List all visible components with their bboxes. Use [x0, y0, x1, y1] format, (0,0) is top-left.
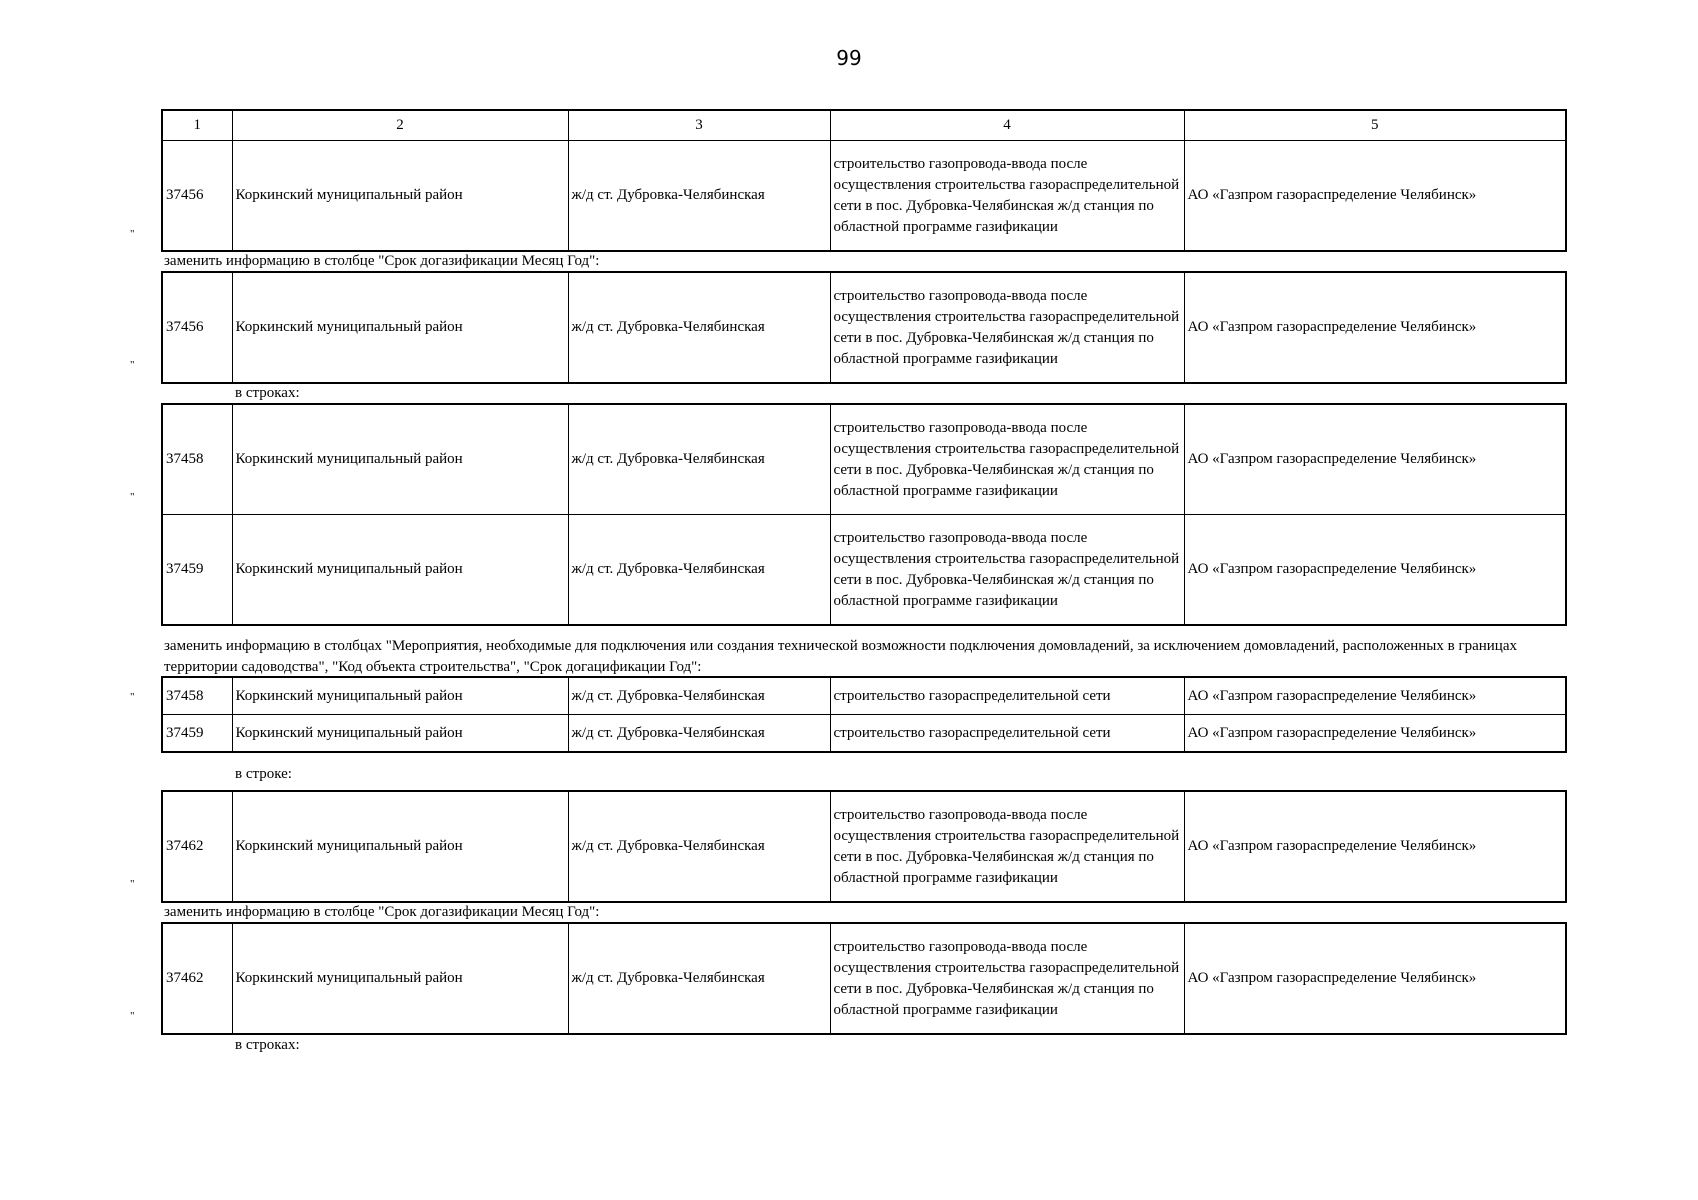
- row-district: Коркинский муниципальный район: [232, 515, 568, 626]
- row-id: 37458: [162, 677, 232, 715]
- row-id: 37458: [162, 404, 232, 515]
- column-header: 3: [568, 110, 830, 141]
- page-number: 99: [836, 46, 862, 70]
- row-locality: ж/д ст. Дубровка-Челябинская: [568, 141, 830, 252]
- quote-mark: ": [130, 491, 135, 503]
- table-3: [161, 403, 1567, 626]
- table-row: [162, 791, 1566, 902]
- column-header-row: [162, 110, 1566, 141]
- row-measure: строительство газопровода-ввода после осуществления строительства газораспределительной сети в пос. Дубровка-Челябинская ж/д станция по областной программе газификации: [830, 141, 1184, 252]
- table-row: [162, 677, 1566, 715]
- row-organization: АО «Газпром газораспределение Челябинск»: [1184, 923, 1566, 1034]
- table-6: [161, 922, 1567, 1035]
- row-district: Коркинский муниципальный район: [232, 141, 568, 252]
- row-measure: строительство газопровода-ввода после осуществления строительства газораспределительной сети в пос. Дубровка-Челябинская ж/д станция по областной программе газификации: [830, 791, 1184, 902]
- quote-mark: ": [130, 359, 135, 371]
- row-id: 37462: [162, 791, 232, 902]
- row-district: Коркинский муниципальный район: [232, 791, 568, 902]
- row-id: 37456: [162, 141, 232, 252]
- row-id: 37459: [162, 515, 232, 626]
- quote-mark: ": [130, 691, 135, 703]
- row-district: Коркинский муниципальный район: [232, 272, 568, 383]
- table-row: [162, 272, 1566, 383]
- instruction-note: в строках:: [235, 385, 300, 401]
- table-row: [162, 404, 1566, 515]
- table-1: [161, 109, 1567, 252]
- row-id: 37456: [162, 272, 232, 383]
- table-2: [161, 271, 1567, 384]
- row-organization: АО «Газпром газораспределение Челябинск»: [1184, 272, 1566, 383]
- table-row: [162, 515, 1566, 626]
- row-organization: АО «Газпром газораспределение Челябинск»: [1184, 715, 1566, 753]
- instruction-note: заменить информацию в столбцах "Мероприятия, необходимые для подключения или создания технической возможности подключения домовладений, за исключением домовладений, расположенных в границах территории садоводства", "Код объекта строительства", "Срок догацификации Год":: [164, 638, 1517, 675]
- row-locality: ж/д ст. Дубровка-Челябинская: [568, 515, 830, 626]
- row-organization: АО «Газпром газораспределение Челябинск»: [1184, 141, 1566, 252]
- row-measure: строительство газораспределительной сети: [830, 677, 1184, 715]
- row-organization: АО «Газпром газораспределение Челябинск»: [1184, 677, 1566, 715]
- instruction-note: в строках:: [235, 1037, 300, 1053]
- row-district: Коркинский муниципальный район: [232, 404, 568, 515]
- row-district: Коркинский муниципальный район: [232, 715, 568, 753]
- row-district: Коркинский муниципальный район: [232, 923, 568, 1034]
- row-district: Коркинский муниципальный район: [232, 677, 568, 715]
- row-measure: строительство газопровода-ввода после осуществления строительства газораспределительной сети в пос. Дубровка-Челябинская ж/д станция по областной программе газификации: [830, 272, 1184, 383]
- row-locality: ж/д ст. Дубровка-Челябинская: [568, 404, 830, 515]
- column-header: 1: [162, 110, 232, 141]
- column-header: 5: [1184, 110, 1566, 141]
- row-measure: строительство газопровода-ввода после осуществления строительства газораспределительной сети в пос. Дубровка-Челябинская ж/д станция по областной программе газификации: [830, 515, 1184, 626]
- table-5: [161, 790, 1567, 903]
- row-organization: АО «Газпром газораспределение Челябинск»: [1184, 791, 1566, 902]
- quote-mark: ": [130, 1010, 135, 1022]
- row-measure: строительство газораспределительной сети: [830, 715, 1184, 753]
- row-locality: ж/д ст. Дубровка-Челябинская: [568, 791, 830, 902]
- row-organization: АО «Газпром газораспределение Челябинск»: [1184, 404, 1566, 515]
- table-row: [162, 923, 1566, 1034]
- row-measure: строительство газопровода-ввода после осуществления строительства газораспределительной сети в пос. Дубровка-Челябинская ж/д станция по областной программе газификации: [830, 404, 1184, 515]
- quote-mark: ": [130, 228, 135, 240]
- instruction-note: в строке:: [235, 766, 292, 782]
- row-locality: ж/д ст. Дубровка-Челябинская: [568, 923, 830, 1034]
- table-row: [162, 141, 1566, 252]
- table-row: [162, 715, 1566, 753]
- instruction-note: заменить информацию в столбце "Срок догазификации Месяц Год":: [164, 904, 600, 920]
- column-header: 2: [232, 110, 568, 141]
- row-measure: строительство газопровода-ввода после осуществления строительства газораспределительной сети в пос. Дубровка-Челябинская ж/д станция по областной программе газификации: [830, 923, 1184, 1034]
- row-locality: ж/д ст. Дубровка-Челябинская: [568, 715, 830, 753]
- instruction-note: заменить информацию в столбце "Срок догазификации Месяц Год":: [164, 253, 600, 269]
- row-locality: ж/д ст. Дубровка-Челябинская: [568, 272, 830, 383]
- row-locality: ж/д ст. Дубровка-Челябинская: [568, 677, 830, 715]
- row-organization: АО «Газпром газораспределение Челябинск»: [1184, 515, 1566, 626]
- row-id: 37459: [162, 715, 232, 753]
- row-id: 37462: [162, 923, 232, 1034]
- quote-mark: ": [130, 878, 135, 890]
- column-header: 4: [830, 110, 1184, 141]
- table-4: [161, 676, 1567, 753]
